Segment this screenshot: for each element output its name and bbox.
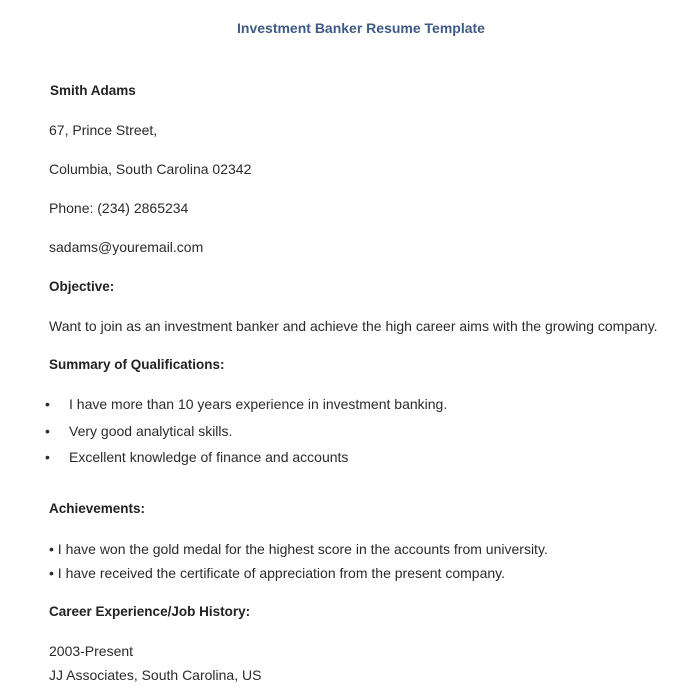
qualifications-heading: Summary of Qualifications: xyxy=(49,357,225,372)
applicant-name: Smith Adams xyxy=(50,83,136,98)
bullet-icon: • xyxy=(45,423,50,439)
list-item: Excellent knowledge of finance and accounts xyxy=(69,449,349,465)
address-line-1: 67, Prince Street, xyxy=(49,122,158,138)
career-period: 2003-Present xyxy=(49,643,134,659)
achievement-item: • I have won the gold medal for the highest score in the accounts from university. xyxy=(49,541,548,557)
career-company: JJ Associates, South Carolina, US xyxy=(49,667,262,683)
bullet-icon: • xyxy=(45,449,50,465)
document-title: Investment Banker Resume Template xyxy=(237,20,485,36)
bullet-icon: • xyxy=(45,396,50,412)
list-item: Very good analytical skills. xyxy=(69,423,233,439)
career-heading: Career Experience/Job History: xyxy=(49,604,251,619)
objective-heading: Objective: xyxy=(49,279,115,294)
address-line-2: Columbia, South Carolina 02342 xyxy=(49,161,252,177)
list-item: I have more than 10 years experience in investment banking. xyxy=(69,396,448,412)
phone: Phone: (234) 2865234 xyxy=(49,200,189,216)
achievements-heading: Achievements: xyxy=(49,501,146,516)
achievement-item: • I have received the certificate of appreciation from the present company. xyxy=(49,565,505,581)
email: sadams@youremail.com xyxy=(49,239,204,255)
objective-text: Want to join as an investment banker and achieve the high career aims with the growing company. xyxy=(49,318,658,334)
